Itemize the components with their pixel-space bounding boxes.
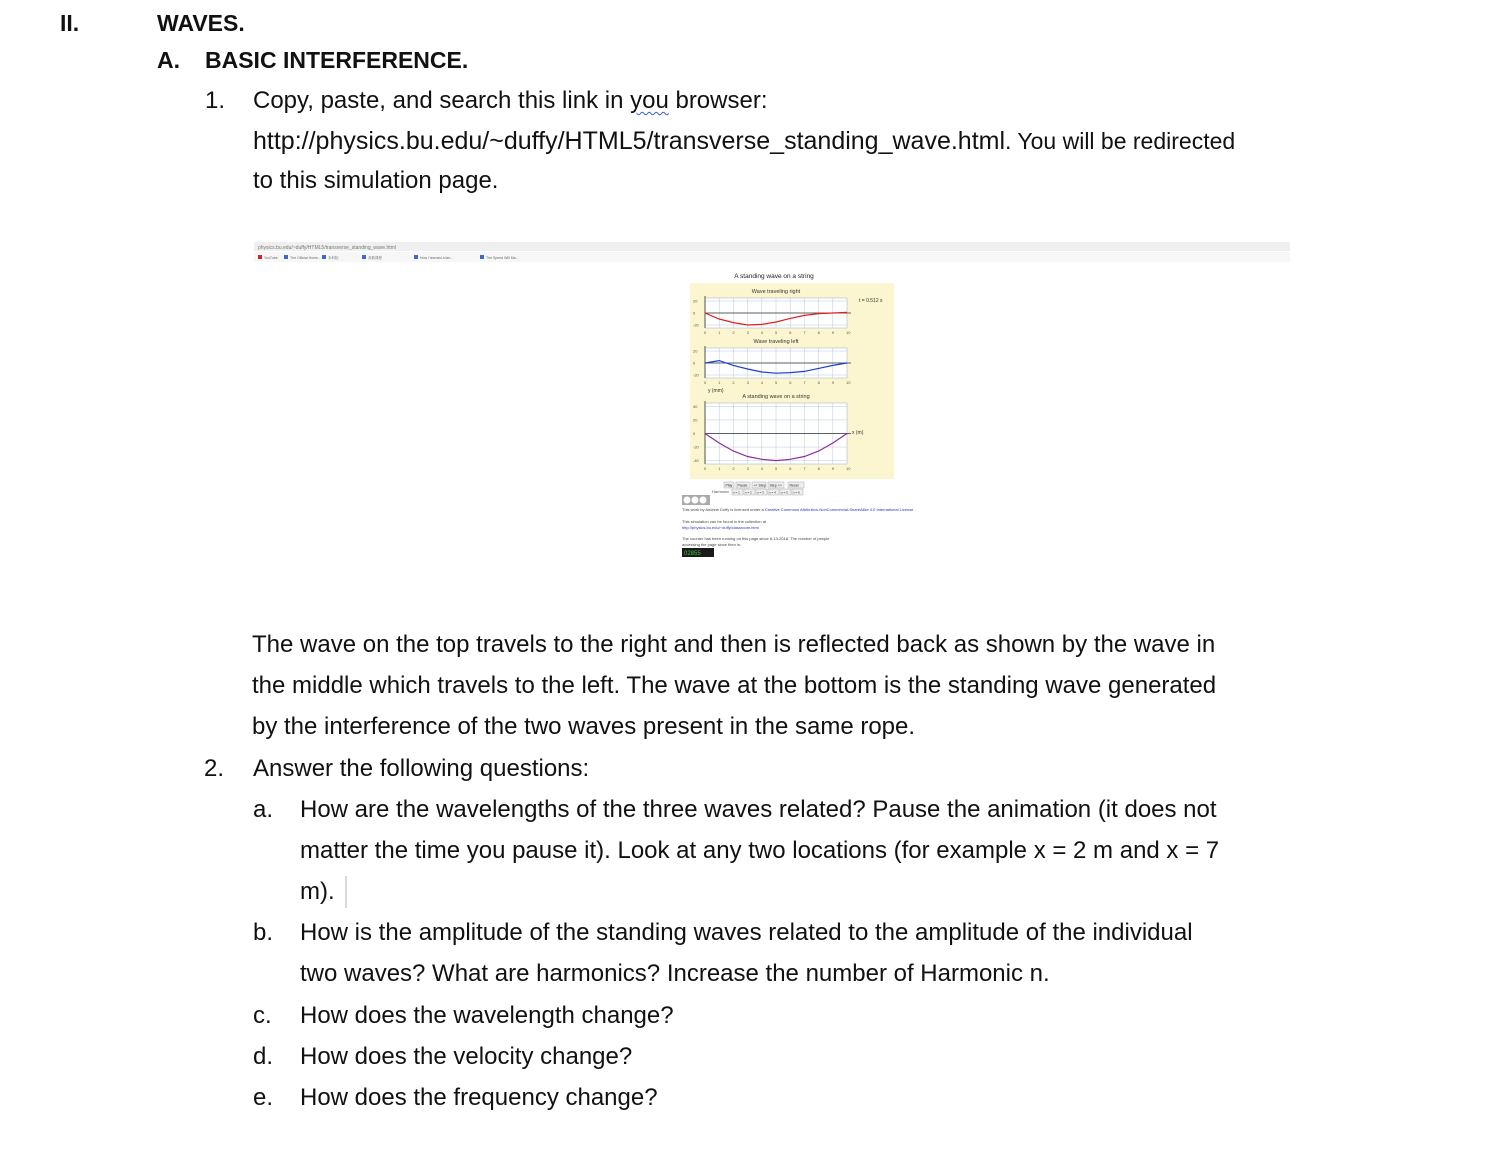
sim-title: A standing wave on a string <box>734 273 814 280</box>
section-number: II. <box>60 10 80 36</box>
x-tick-label: 0 <box>704 380 707 385</box>
address-bar-text: physics.bu.edu/~duffy/HTML5/transverse_standing_wave.html <box>258 245 396 251</box>
bookmark-icon <box>322 255 326 259</box>
x-tick-label: 6 <box>789 330 792 335</box>
x-tick-label: 5 <box>775 466 778 471</box>
x-tick-label: 1 <box>718 466 721 471</box>
bookmark-item[interactable]: 本科院 <box>328 256 339 260</box>
harmonic-button-label: n = 3 <box>757 490 764 495</box>
counter-text-2: accessing the page since then is: <box>682 542 741 547</box>
text-cursor <box>345 876 347 908</box>
bookmark-icon <box>258 255 262 259</box>
nc-icon <box>700 497 707 504</box>
bookmark-icon <box>362 255 366 259</box>
sim-controls <box>724 482 804 495</box>
y-tick-label: -20 <box>693 444 699 450</box>
bookmark-icon <box>480 255 484 259</box>
y-tick-label: -40 <box>693 458 699 464</box>
step2-number: 2. <box>204 755 225 782</box>
x-tick-label: 8 <box>817 466 820 471</box>
x-tick-label: 9 <box>831 466 835 471</box>
question-a-line3: m). <box>300 878 335 905</box>
x-tick-label: 0 <box>704 330 707 335</box>
question-b-line2: two waves? What are harmonics? Increase the number of Harmonic n. <box>300 960 1050 987</box>
question-a-letter: a. <box>253 796 274 823</box>
x-tick-label: 4 <box>760 380 764 385</box>
step1-url-line: http://physics.bu.edu/~duffy/HTML5/transverse_standing_wave.html. You will be redirected <box>253 127 1236 155</box>
bookmark-item[interactable]: The Official Home... <box>290 256 321 260</box>
visit-counter-value: 02855 <box>684 551 701 557</box>
bookmark-item[interactable]: The Speed Will Ma... <box>486 256 519 260</box>
step1-number: 1. <box>205 87 226 114</box>
y-tick-label: -20 <box>693 372 699 378</box>
harmonic-button-label: n = 2 <box>745 490 752 495</box>
x-tick-label: 1 <box>718 380 721 385</box>
counter-text-1: The counter has been running on this page since 8-13-2018. The number of people <box>682 536 830 541</box>
question-d-letter: d. <box>253 1043 274 1070</box>
step1-line3: to this simulation page. <box>253 167 499 194</box>
y-tick-label: 20 <box>693 298 698 304</box>
address-bar[interactable] <box>254 242 1290 251</box>
panel-right-title: Wave traveling right <box>751 289 801 295</box>
y-tick-label: 40 <box>693 403 698 409</box>
paragraph-line1: The wave on the top travels to the right and then is reflected back as shown by the wave in <box>252 631 1216 658</box>
panel-standing-title: A standing wave on a string <box>742 394 810 400</box>
question-d-text: How does the velocity change? <box>300 1043 633 1070</box>
y-tick-label: -20 <box>693 322 699 328</box>
time-readout: t = 0.512 s <box>859 298 883 304</box>
x-tick-label: 5 <box>775 380 778 385</box>
sim-button-label: Play <box>725 483 733 488</box>
x-tick-label: 7 <box>803 466 806 471</box>
y-tick-label: 20 <box>693 417 698 423</box>
x-tick-label: 3 <box>746 330 749 335</box>
harmonic-button-label: n = 6 <box>793 490 800 495</box>
simulation-screenshot <box>254 238 1290 568</box>
question-a-line1: How are the wavelengths of the three waves related? Pause the animation (it does not <box>300 796 1217 823</box>
bookmark-icon <box>414 255 418 259</box>
x-tick-label: 8 <box>817 380 820 385</box>
question-a-line2: matter the time you pause it). Look at any two locations (for example x = 2 m and x = 7 <box>300 837 1220 864</box>
x-tick-label: 9 <box>831 330 835 335</box>
question-b-line1: How is the amplitude of the standing waves related to the amplitude of the individual <box>300 919 1193 946</box>
question-e-letter: e. <box>253 1084 274 1111</box>
x-tick-label: 10 <box>846 380 851 385</box>
bookmark-item[interactable]: 高数课程 <box>368 256 382 260</box>
question-b-letter: b. <box>253 919 274 946</box>
harmonic-button-label: n = 5 <box>781 490 788 495</box>
sim-button-label: Pause <box>737 483 748 488</box>
x-axis-label: x (m) <box>852 430 864 436</box>
x-tick-label: 0 <box>704 466 707 471</box>
y-tick-label: 20 <box>693 348 698 354</box>
x-tick-label: 10 <box>846 330 851 335</box>
x-tick-label: 6 <box>789 380 792 385</box>
bookmark-icon <box>284 255 288 259</box>
x-tick-label: 3 <box>746 466 749 471</box>
y-tick-label: 0 <box>693 360 696 366</box>
question-c-letter: c. <box>253 1002 272 1029</box>
x-tick-label: 4 <box>760 330 764 335</box>
y-axis-label: y (mm) <box>708 388 724 394</box>
sim-button-label: Reset <box>789 483 799 488</box>
question-e-text: How does the frequency change? <box>300 1084 658 1111</box>
y-tick-label: 0 <box>693 310 696 316</box>
x-tick-label: 2 <box>732 330 735 335</box>
sim-button-label: << Step <box>753 483 766 488</box>
cc-icon <box>684 497 691 504</box>
section-title: WAVES. <box>157 10 245 36</box>
by-icon <box>692 497 699 504</box>
x-tick-label: 3 <box>746 380 749 385</box>
bookmarks-bar <box>254 252 1290 262</box>
x-tick-label: 2 <box>732 380 735 385</box>
harmonic-button-label: n = 4 <box>769 490 776 495</box>
step1-line1: Copy, paste, and search this link in you browser: <box>253 87 768 114</box>
collection-link[interactable]: http://physics.bu.edu/~duffy/classroom.html <box>682 525 759 530</box>
harmonic-button-label: n = 1 <box>733 490 740 495</box>
x-tick-label: 9 <box>831 380 835 385</box>
simulation-svg <box>254 238 1290 568</box>
y-tick-label: 0 <box>693 431 696 436</box>
panel-left-title: Wave traveling left <box>753 339 799 345</box>
x-tick-label: 10 <box>846 466 851 471</box>
x-tick-label: 6 <box>789 466 792 471</box>
x-tick-label: 1 <box>718 330 721 335</box>
subsection-letter: A. <box>157 47 180 73</box>
simulation-url[interactable]: http://physics.bu.edu/~duffy/HTML5/transverse_standing_wave.html <box>253 127 1006 155</box>
x-tick-label: 4 <box>760 466 764 471</box>
x-tick-label: 5 <box>775 330 778 335</box>
license-text: This work by Andrew Duffy is licensed under a Creative Commons Attribution-NonCommercial-ShareAlike 4.0 International License <box>682 507 914 512</box>
paragraph-line2: the middle which travels to the left. The wave at the bottom is the standing wave generated <box>252 672 1217 699</box>
x-tick-label: 2 <box>732 466 735 471</box>
bookmark-item[interactable]: YouTube <box>264 256 278 260</box>
x-tick-label: 8 <box>817 330 820 335</box>
x-tick-label: 7 <box>803 380 806 385</box>
subsection-title: BASIC INTERFERENCE. <box>205 47 469 73</box>
harmonic-label: Harmonic <box>712 489 730 494</box>
x-tick-label: 7 <box>803 330 806 335</box>
step2-text: Answer the following questions: <box>253 755 590 782</box>
sim-button-label: Step >> <box>769 483 782 488</box>
spelling-flag: you <box>630 87 669 114</box>
collection-text: This simulation can be found in the collection at <box>682 519 767 524</box>
bookmark-item[interactable]: How I learned a lan... <box>420 256 454 260</box>
question-c-text: How does the wavelength change? <box>300 1002 674 1029</box>
paragraph-line3: by the interference of the two waves present in the same rope. <box>252 713 916 740</box>
